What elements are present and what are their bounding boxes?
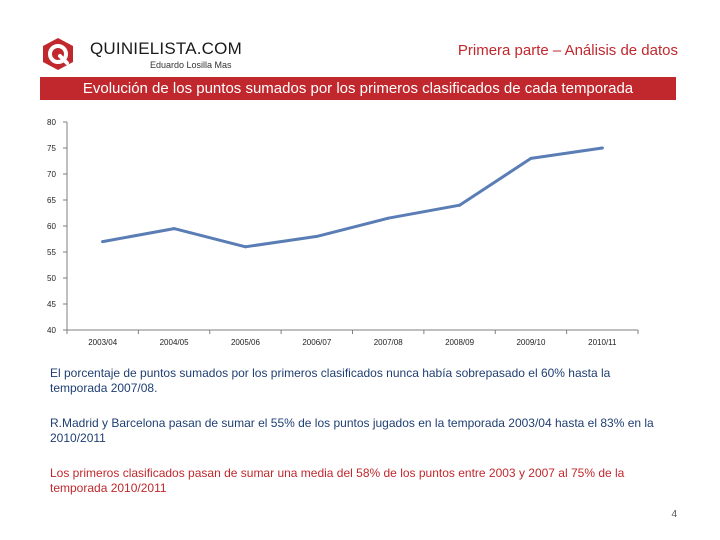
y-tick-label: 80 xyxy=(47,118,56,127)
y-tick-label: 75 xyxy=(47,144,56,153)
note-paragraph-3: Los primeros clasificados pasan de sumar una media del 58% de los puntos entre 2003 y 2007 al 75% de la temporada 2010/2011 xyxy=(50,466,625,495)
quinielista-logo xyxy=(40,36,76,72)
data-point xyxy=(387,217,390,220)
series-line xyxy=(103,148,603,247)
note-paragraph-1: El porcentaje de puntos sumados por los primeros clasificados nunca había sobrepasado el 60% hasta la temporada 2007/08. xyxy=(50,366,611,395)
y-tick-label: 60 xyxy=(47,222,56,231)
x-tick-label: 2007/08 xyxy=(373,338,403,347)
data-point xyxy=(244,245,247,248)
data-point xyxy=(173,227,176,230)
y-tick-label: 50 xyxy=(47,274,56,283)
x-tick-label: 2004/05 xyxy=(159,338,189,347)
brand-name: QUINIELISTA.COM xyxy=(90,39,242,58)
data-point xyxy=(601,147,604,150)
line-chart xyxy=(40,112,640,352)
x-tick-label: 2006/07 xyxy=(302,338,332,347)
x-tick-label: 2003/04 xyxy=(88,338,118,347)
y-tick-label: 55 xyxy=(47,248,56,257)
y-tick-label: 70 xyxy=(47,170,56,179)
chart-title-banner: Evolución de los puntos sumados por los primeros clasificados de cada temporada xyxy=(40,77,676,100)
x-tick-label: 2010/11 xyxy=(588,338,617,347)
x-tick-label: 2009/10 xyxy=(516,338,546,347)
y-tick-label: 40 xyxy=(47,326,56,335)
data-point xyxy=(529,157,532,160)
author-name: Eduardo Losilla Mas xyxy=(150,60,232,70)
page-number: 4 xyxy=(671,509,677,520)
section-title: Primera parte – Análisis de datos xyxy=(457,42,678,59)
data-point xyxy=(101,240,104,243)
data-point xyxy=(458,204,461,207)
x-tick-label: 2005/06 xyxy=(230,338,260,347)
y-tick-label: 65 xyxy=(47,196,56,205)
note-paragraph-2: R.Madrid y Barcelona pasan de sumar el 55% de los puntos jugados en la temporada 2003/04 hasta el 83% en la 2010/2011 xyxy=(50,416,654,445)
y-tick-label: 45 xyxy=(47,300,56,309)
x-tick-label: 2008/09 xyxy=(445,338,475,347)
data-point xyxy=(315,235,318,238)
